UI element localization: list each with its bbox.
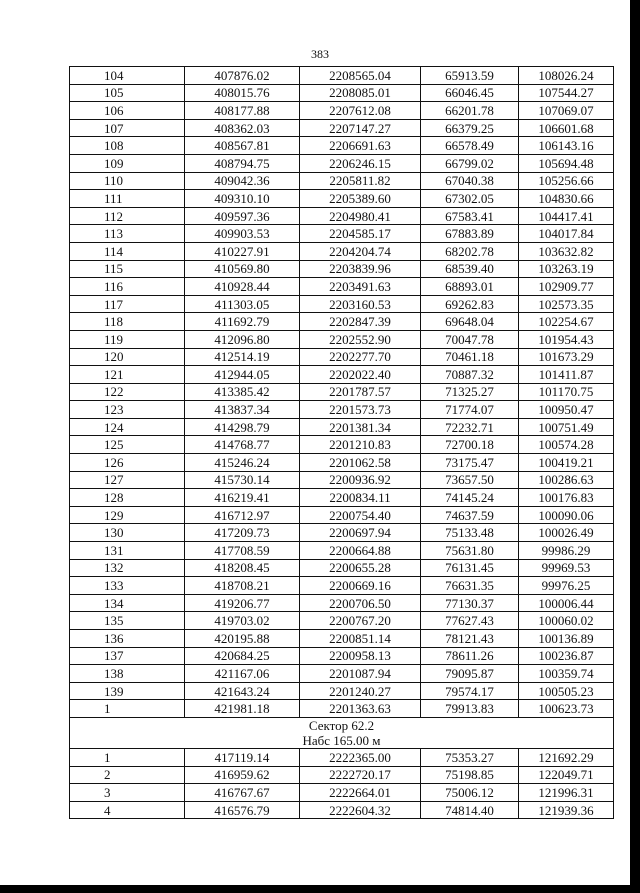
x-coordinate-cell: 417708.59 [185, 542, 300, 560]
local-x-cell: 66799.02 [421, 154, 519, 172]
scan-edge-right [630, 0, 640, 893]
local-x-cell: 66379.25 [421, 119, 519, 137]
local-y-cell: 102573.35 [519, 295, 614, 313]
table-row [70, 102, 614, 120]
coordinates-table [69, 66, 614, 819]
local-y-cell: 101170.75 [519, 383, 614, 401]
table-row [70, 242, 614, 260]
x-coordinate-cell: 407876.02 [185, 67, 300, 85]
point-number-cell: 131 [70, 542, 185, 560]
table-row [70, 471, 614, 489]
point-number-cell: 114 [70, 242, 185, 260]
local-x-cell: 68539.40 [421, 260, 519, 278]
local-y-cell: 107544.27 [519, 84, 614, 102]
y-coordinate-cell: 2200664.88 [300, 542, 421, 560]
table-row [70, 524, 614, 542]
local-y-cell: 100090.06 [519, 506, 614, 524]
point-number-cell: 116 [70, 278, 185, 296]
local-x-cell: 68202.78 [421, 242, 519, 260]
table-row [70, 172, 614, 190]
local-y-cell: 101411.87 [519, 366, 614, 384]
local-y-cell: 121939.36 [519, 801, 614, 819]
local-y-cell: 100060.02 [519, 612, 614, 630]
table-row [70, 784, 614, 802]
point-number-cell: 138 [70, 665, 185, 683]
x-coordinate-cell: 420684.25 [185, 647, 300, 665]
x-coordinate-cell: 412514.19 [185, 348, 300, 366]
y-coordinate-cell: 2200851.14 [300, 630, 421, 648]
local-x-cell: 67583.41 [421, 207, 519, 225]
y-coordinate-cell: 2201573.73 [300, 401, 421, 419]
y-coordinate-cell: 2200655.28 [300, 559, 421, 577]
local-x-cell: 76131.45 [421, 559, 519, 577]
point-number-cell: 110 [70, 172, 185, 190]
local-y-cell: 99969.53 [519, 559, 614, 577]
point-number-cell: 108 [70, 137, 185, 155]
x-coordinate-cell: 413837.34 [185, 401, 300, 419]
local-x-cell: 73175.47 [421, 454, 519, 472]
point-number-cell: 136 [70, 630, 185, 648]
local-x-cell: 68893.01 [421, 278, 519, 296]
point-number-cell: 137 [70, 647, 185, 665]
local-x-cell: 77130.37 [421, 594, 519, 612]
y-coordinate-cell: 2207612.08 [300, 102, 421, 120]
local-x-cell: 65913.59 [421, 67, 519, 85]
x-coordinate-cell: 416767.67 [185, 784, 300, 802]
point-number-cell: 4 [70, 801, 185, 819]
point-number-cell: 115 [70, 260, 185, 278]
point-number-cell: 124 [70, 418, 185, 436]
local-y-cell: 100505.23 [519, 682, 614, 700]
sector-height: Набс 165.00 м [302, 732, 381, 748]
local-y-cell: 121692.29 [519, 748, 614, 766]
x-coordinate-cell: 418708.21 [185, 577, 300, 595]
x-coordinate-cell: 409903.53 [185, 225, 300, 243]
y-coordinate-cell: 2201787.57 [300, 383, 421, 401]
local-x-cell: 67302.05 [421, 190, 519, 208]
table-row [70, 630, 614, 648]
x-coordinate-cell: 416219.41 [185, 489, 300, 507]
local-x-cell: 66046.45 [421, 84, 519, 102]
local-x-cell: 79095.87 [421, 665, 519, 683]
y-coordinate-cell: 2208565.04 [300, 67, 421, 85]
local-y-cell: 106601.68 [519, 119, 614, 137]
table-row [70, 67, 614, 85]
local-y-cell: 100419.21 [519, 454, 614, 472]
y-coordinate-cell: 2201210.83 [300, 436, 421, 454]
table-row [70, 383, 614, 401]
local-y-cell: 106143.16 [519, 137, 614, 155]
y-coordinate-cell: 2200754.40 [300, 506, 421, 524]
point-number-cell: 123 [70, 401, 185, 419]
local-x-cell: 75006.12 [421, 784, 519, 802]
x-coordinate-cell: 408794.75 [185, 154, 300, 172]
y-coordinate-cell: 2202847.39 [300, 313, 421, 331]
local-x-cell: 76631.35 [421, 577, 519, 595]
local-y-cell: 100136.89 [519, 630, 614, 648]
local-y-cell: 100623.73 [519, 700, 614, 718]
table-row [70, 647, 614, 665]
x-coordinate-cell: 408362.03 [185, 119, 300, 137]
y-coordinate-cell: 2203839.96 [300, 260, 421, 278]
x-coordinate-cell: 414768.77 [185, 436, 300, 454]
local-x-cell: 73657.50 [421, 471, 519, 489]
table-row [70, 207, 614, 225]
point-number-cell: 130 [70, 524, 185, 542]
table-row [70, 801, 614, 819]
local-x-cell: 78611.26 [421, 647, 519, 665]
local-y-cell: 101673.29 [519, 348, 614, 366]
point-number-cell: 125 [70, 436, 185, 454]
x-coordinate-cell: 412944.05 [185, 366, 300, 384]
x-coordinate-cell: 418208.45 [185, 559, 300, 577]
y-coordinate-cell: 2201240.27 [300, 682, 421, 700]
local-x-cell: 66578.49 [421, 137, 519, 155]
y-coordinate-cell: 2200936.92 [300, 471, 421, 489]
y-coordinate-cell: 2202277.70 [300, 348, 421, 366]
x-coordinate-cell: 411303.05 [185, 295, 300, 313]
x-coordinate-cell: 409042.36 [185, 172, 300, 190]
local-y-cell: 105256.66 [519, 172, 614, 190]
point-number-cell: 1 [70, 748, 185, 766]
table-row [70, 594, 614, 612]
local-x-cell: 71774.07 [421, 401, 519, 419]
sector-title: Сектор 62.2 [308, 717, 375, 733]
local-x-cell: 77627.43 [421, 612, 519, 630]
local-x-cell: 70047.78 [421, 330, 519, 348]
page-number: 383 [311, 47, 329, 61]
local-y-cell: 103632.82 [519, 242, 614, 260]
coordinates-rows-sector [70, 748, 614, 818]
y-coordinate-cell: 2206691.63 [300, 137, 421, 155]
local-y-cell: 102909.77 [519, 278, 614, 296]
table-row [70, 748, 614, 766]
point-number-cell: 126 [70, 454, 185, 472]
y-coordinate-cell: 2200669.16 [300, 577, 421, 595]
x-coordinate-cell: 420195.88 [185, 630, 300, 648]
sector-header-row [70, 717, 614, 748]
table-row [70, 137, 614, 155]
table-row [70, 154, 614, 172]
local-x-cell: 75198.85 [421, 766, 519, 784]
local-y-cell: 100574.28 [519, 436, 614, 454]
point-number-cell: 105 [70, 84, 185, 102]
point-number-cell: 135 [70, 612, 185, 630]
table-row [70, 295, 614, 313]
point-number-cell: 104 [70, 67, 185, 85]
y-coordinate-cell: 2204980.41 [300, 207, 421, 225]
x-coordinate-cell: 415730.14 [185, 471, 300, 489]
x-coordinate-cell: 421167.06 [185, 665, 300, 683]
local-x-cell: 79574.17 [421, 682, 519, 700]
y-coordinate-cell: 2201363.63 [300, 700, 421, 718]
local-y-cell: 99986.29 [519, 542, 614, 560]
y-coordinate-cell: 2200767.20 [300, 612, 421, 630]
x-coordinate-cell: 419703.02 [185, 612, 300, 630]
local-y-cell: 100176.83 [519, 489, 614, 507]
point-number-cell: 112 [70, 207, 185, 225]
point-number-cell: 2 [70, 766, 185, 784]
local-y-cell: 104830.66 [519, 190, 614, 208]
x-coordinate-cell: 412096.80 [185, 330, 300, 348]
local-x-cell: 67883.89 [421, 225, 519, 243]
local-x-cell: 74814.40 [421, 801, 519, 819]
table-row [70, 278, 614, 296]
point-number-cell: 109 [70, 154, 185, 172]
point-number-cell: 129 [70, 506, 185, 524]
local-y-cell: 105694.48 [519, 154, 614, 172]
y-coordinate-cell: 2205811.82 [300, 172, 421, 190]
local-x-cell: 75631.80 [421, 542, 519, 560]
local-y-cell: 101954.43 [519, 330, 614, 348]
table-row [70, 506, 614, 524]
local-y-cell: 104417.41 [519, 207, 614, 225]
point-number-cell: 111 [70, 190, 185, 208]
local-y-cell: 108026.24 [519, 67, 614, 85]
point-number-cell: 119 [70, 330, 185, 348]
table-row [70, 700, 614, 718]
y-coordinate-cell: 2204204.74 [300, 242, 421, 260]
y-coordinate-cell: 2202022.40 [300, 366, 421, 384]
table-row [70, 559, 614, 577]
point-number-cell: 118 [70, 313, 185, 331]
local-x-cell: 75353.27 [421, 748, 519, 766]
table-row [70, 401, 614, 419]
x-coordinate-cell: 408177.88 [185, 102, 300, 120]
point-number-cell: 128 [70, 489, 185, 507]
y-coordinate-cell: 2208085.01 [300, 84, 421, 102]
x-coordinate-cell: 417119.14 [185, 748, 300, 766]
x-coordinate-cell: 417209.73 [185, 524, 300, 542]
x-coordinate-cell: 416959.62 [185, 766, 300, 784]
point-number-cell: 113 [70, 225, 185, 243]
scan-edge-bottom [0, 885, 640, 893]
y-coordinate-cell: 2206246.15 [300, 154, 421, 172]
x-coordinate-cell: 410569.80 [185, 260, 300, 278]
local-y-cell: 100950.47 [519, 401, 614, 419]
table-row [70, 260, 614, 278]
local-x-cell: 69648.04 [421, 313, 519, 331]
table-row [70, 190, 614, 208]
table-row [70, 612, 614, 630]
x-coordinate-cell: 410928.44 [185, 278, 300, 296]
x-coordinate-cell: 416712.97 [185, 506, 300, 524]
local-y-cell: 121996.31 [519, 784, 614, 802]
local-x-cell: 70887.32 [421, 366, 519, 384]
table-row [70, 84, 614, 102]
x-coordinate-cell: 411692.79 [185, 313, 300, 331]
local-y-cell: 100751.49 [519, 418, 614, 436]
x-coordinate-cell: 419206.77 [185, 594, 300, 612]
x-coordinate-cell: 414298.79 [185, 418, 300, 436]
local-y-cell: 100286.63 [519, 471, 614, 489]
local-x-cell: 70461.18 [421, 348, 519, 366]
table-row [70, 766, 614, 784]
point-number-cell: 117 [70, 295, 185, 313]
point-number-cell: 120 [70, 348, 185, 366]
table-row [70, 577, 614, 595]
local-y-cell: 103263.19 [519, 260, 614, 278]
table-row [70, 418, 614, 436]
point-number-cell: 133 [70, 577, 185, 595]
y-coordinate-cell: 2201062.58 [300, 454, 421, 472]
local-x-cell: 72232.71 [421, 418, 519, 436]
x-coordinate-cell: 413385.42 [185, 383, 300, 401]
y-coordinate-cell: 2200834.11 [300, 489, 421, 507]
y-coordinate-cell: 2222604.32 [300, 801, 421, 819]
y-coordinate-cell: 2207147.27 [300, 119, 421, 137]
local-x-cell: 75133.48 [421, 524, 519, 542]
table-row [70, 454, 614, 472]
point-number-cell: 139 [70, 682, 185, 700]
x-coordinate-cell: 410227.91 [185, 242, 300, 260]
y-coordinate-cell: 2200706.50 [300, 594, 421, 612]
x-coordinate-cell: 415246.24 [185, 454, 300, 472]
table-row [70, 225, 614, 243]
table-row [70, 348, 614, 366]
local-x-cell: 78121.43 [421, 630, 519, 648]
y-coordinate-cell: 2222720.17 [300, 766, 421, 784]
local-y-cell: 102254.67 [519, 313, 614, 331]
coordinates-rows-before-sector [70, 67, 614, 718]
local-x-cell: 79913.83 [421, 700, 519, 718]
y-coordinate-cell: 2201087.94 [300, 665, 421, 683]
point-number-cell: 122 [70, 383, 185, 401]
y-coordinate-cell: 2204585.17 [300, 225, 421, 243]
x-coordinate-cell: 421643.24 [185, 682, 300, 700]
point-number-cell: 3 [70, 784, 185, 802]
x-coordinate-cell: 408567.81 [185, 137, 300, 155]
table-row [70, 436, 614, 454]
point-number-cell: 107 [70, 119, 185, 137]
y-coordinate-cell: 2201381.34 [300, 418, 421, 436]
x-coordinate-cell: 408015.76 [185, 84, 300, 102]
point-number-cell: 121 [70, 366, 185, 384]
local-y-cell: 100006.44 [519, 594, 614, 612]
y-coordinate-cell: 2222664.01 [300, 784, 421, 802]
x-coordinate-cell: 409597.36 [185, 207, 300, 225]
local-x-cell: 71325.27 [421, 383, 519, 401]
point-number-cell: 132 [70, 559, 185, 577]
local-y-cell: 99976.25 [519, 577, 614, 595]
point-number-cell: 127 [70, 471, 185, 489]
y-coordinate-cell: 2222365.00 [300, 748, 421, 766]
local-x-cell: 66201.78 [421, 102, 519, 120]
sector-header-cell [70, 717, 614, 748]
y-coordinate-cell: 2202552.90 [300, 330, 421, 348]
table-row [70, 489, 614, 507]
table-row [70, 366, 614, 384]
local-x-cell: 72700.18 [421, 436, 519, 454]
local-x-cell: 74637.59 [421, 506, 519, 524]
local-x-cell: 67040.38 [421, 172, 519, 190]
table-row [70, 313, 614, 331]
local-x-cell: 69262.83 [421, 295, 519, 313]
x-coordinate-cell: 421981.18 [185, 700, 300, 718]
y-coordinate-cell: 2205389.60 [300, 190, 421, 208]
x-coordinate-cell: 416576.79 [185, 801, 300, 819]
point-number-cell: 134 [70, 594, 185, 612]
local-y-cell: 104017.84 [519, 225, 614, 243]
y-coordinate-cell: 2200958.13 [300, 647, 421, 665]
local-y-cell: 122049.71 [519, 766, 614, 784]
table-row [70, 119, 614, 137]
y-coordinate-cell: 2203160.53 [300, 295, 421, 313]
x-coordinate-cell: 409310.10 [185, 190, 300, 208]
point-number-cell: 1 [70, 700, 185, 718]
sector-header-group [70, 717, 614, 748]
local-y-cell: 100026.49 [519, 524, 614, 542]
table-row [70, 682, 614, 700]
point-number-cell: 106 [70, 102, 185, 120]
local-y-cell: 107069.07 [519, 102, 614, 120]
y-coordinate-cell: 2203491.63 [300, 278, 421, 296]
y-coordinate-cell: 2200697.94 [300, 524, 421, 542]
table-row [70, 542, 614, 560]
table-row [70, 665, 614, 683]
local-y-cell: 100359.74 [519, 665, 614, 683]
table-row [70, 330, 614, 348]
local-y-cell: 100236.87 [519, 647, 614, 665]
local-x-cell: 74145.24 [421, 489, 519, 507]
